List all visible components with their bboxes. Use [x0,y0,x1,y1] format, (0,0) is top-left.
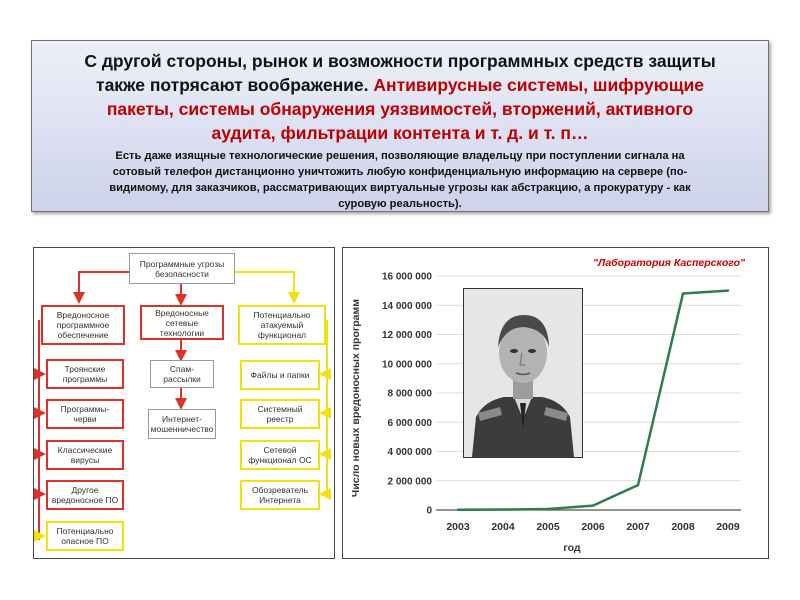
col3-item-2: Сетевой функционал ОС [240,440,320,470]
col1-item-4: Потенциально опасное ПО [46,521,124,551]
col2-title-node: Вредоносные сетевые технологии [140,305,224,340]
data-point [682,292,684,294]
intro-highlight-3: аудита, фильтрации контента и т. д. и т. п… [211,123,589,143]
col3-item-3: Обозреватель Интернета [240,480,320,510]
col3-item-1: Системный реестр [240,399,320,429]
portrait-image [464,289,582,457]
data-point [727,289,729,291]
connector-root-col3 [234,272,294,302]
y-tick-label: 10 000 000 [381,359,432,371]
connector-root-col1 [79,272,129,302]
threat-diagram [33,247,335,559]
x-tick-label: 2008 [671,521,695,533]
intro-highlight-1: Антивирусные системы, шифрующие [373,75,704,95]
data-point [592,504,594,506]
y-tick-label: 2 000 000 [387,476,432,488]
note-line-4: суровую реальность). [338,198,462,210]
col1-item-0: Троянские программы [46,359,124,389]
chart-title: "Лаборатория Касперского" [593,257,745,269]
note-line-1: Есть даже изящные технологические решения, позволяющие владельцу при поступлении сигнала на [115,150,685,162]
x-tick-label: 2007 [626,521,650,533]
col3-title-node: Потенциально атакуемый функционал [238,305,326,345]
x-tick-label: 2009 [716,521,740,533]
col1-item-1: Программы-черви [46,399,124,429]
data-point [547,508,549,510]
x-tick-label: 2003 [446,521,470,533]
x-tick-label: 2005 [536,521,560,533]
data-point [637,484,639,486]
col2-item-0: Спам-рассылки [150,360,214,388]
malware-chart-panel [342,247,769,559]
y-tick-label: 4 000 000 [387,447,432,458]
x-tick-label: 2004 [491,521,515,533]
note-line-2: сотовый телефон дистанционно уничтожить любую конфиденциальную информацию на сервере (по- [112,166,688,178]
y-tick-label: 16 000 000 [381,271,432,283]
col1-item-2: Классические вирусы [46,440,124,470]
intro-line-2: также потрясают воображение. [96,75,369,95]
intro-line-1: С другой стороны, рынок и возможности программных средств защиты [84,51,716,71]
y-tick-label: 0 [426,505,432,517]
intro-highlight-2: пакеты, системы обнаружения уязвимостей, вторжений, активного [106,99,694,119]
col1-item-3: Другое вредоносное ПО [46,480,124,510]
col1-title-node: Вредоносное программное обеспечение [41,305,125,345]
intro-paragraph [42,49,758,145]
data-point [457,509,459,511]
y-axis-label: Число новых вредоносных программ [350,298,362,498]
portrait-photo [463,288,583,458]
y-tick-label: 6 000 000 [387,417,432,429]
data-point [502,508,504,510]
note-line-3: видимому, для заказчиков, рассматривающих виртуальные угрозы как абстракцию, а прокуратуру - как [109,182,691,194]
y-tick-label: 8 000 000 [387,388,432,400]
y-tick-label: 12 000 000 [381,330,432,341]
header-text-box [31,40,769,212]
y-tick-label: 14 000 000 [381,300,432,312]
col2-item-1: Интернет-мошенничество [148,409,216,439]
x-axis-label: год [563,542,581,554]
col3-item-0: Файлы и папки [240,360,320,390]
root-node: Программные угрозы безопасности [129,253,235,284]
note-paragraph [78,148,722,212]
x-tick-label: 2006 [581,521,605,533]
